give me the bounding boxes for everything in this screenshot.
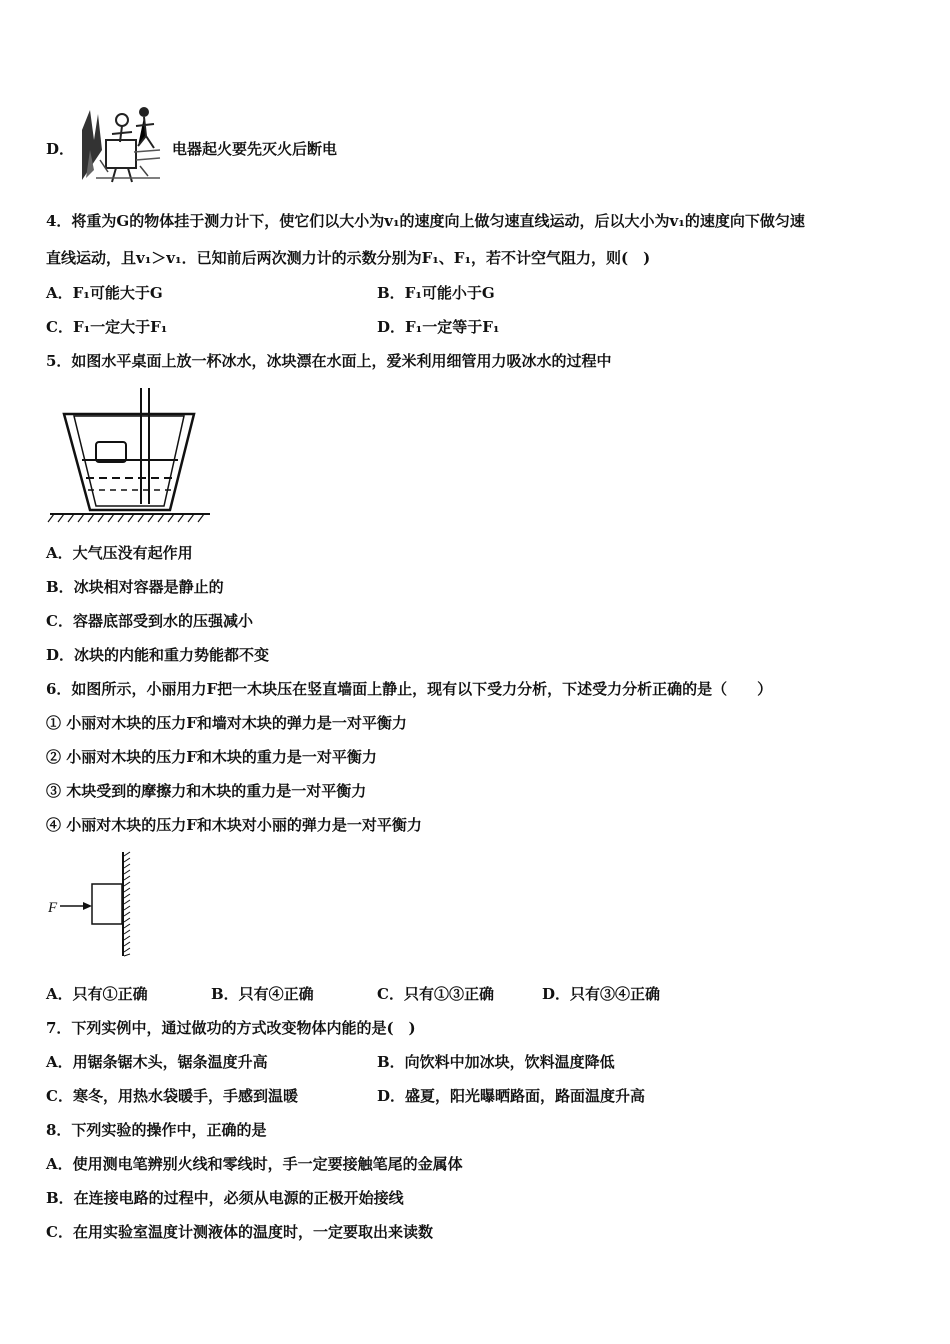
q6-statement-2: ② 小丽对木块的压力F和木块的重力是一对平衡力 <box>46 748 377 766</box>
q6-statement-1: ① 小丽对木块的压力F和墙对木块的弹力是一对平衡力 <box>46 714 407 732</box>
q8-stem: 8．下列实验的操作中，正确的是 <box>46 1121 267 1139</box>
q6-option-a: A．只有①正确 <box>46 985 148 1003</box>
q4-option-a: A．F₁可能大于G <box>46 284 163 302</box>
q5-option-a: A．大气压没有起作用 <box>46 544 193 562</box>
q6-statement-4: ④ 小丽对木块的压力F和木块对小丽的弹力是一对平衡力 <box>46 816 422 834</box>
q6-option-c: C．只有①③正确 <box>377 985 494 1003</box>
q8-option-c: C．在用实验室温度计测液体的温度时，一定要取出来读数 <box>46 1223 433 1241</box>
q8-option-b: B．在连接电路的过程中，必须从电源的正极开始接线 <box>46 1189 404 1207</box>
q4-stem-line1: 4．将重为G的物体挂于测力计下，使它们以大小为v₁的速度向上做匀速直线运动，后以大小为v₁的速度向下做匀速 <box>46 212 805 230</box>
q3-option-d-text: 电器起火要先灭火后断电 <box>172 140 338 158</box>
q7-option-b: B．向饮料中加冰块，饮料温度降低 <box>377 1053 615 1071</box>
q5-stem: 5．如图水平桌面上放一杯冰水，冰块漂在水面上，爱米利用细管用力吸冰水的过程中 <box>46 352 612 370</box>
q3-option-d-letter: D． <box>46 140 75 158</box>
q6-stem: 6．如图所示，小丽用力F把一木块压在竖直墙面上静止，现有以下受力分析，下述受力分析正确的是（ ） <box>46 680 773 698</box>
force-label: F <box>48 900 58 916</box>
fire-illustration <box>76 100 162 188</box>
q7-option-d: D．盛夏，阳光曝晒路面，路面温度升高 <box>377 1087 646 1105</box>
q4-option-b: B．F₁可能小于G <box>377 284 495 302</box>
wall-block-diagram <box>46 850 156 964</box>
q8-option-a: A．使用测电笔辨别火线和零线时，手一定要接触笔尾的金属体 <box>46 1155 463 1173</box>
ice-water-cup-diagram <box>46 386 216 530</box>
q6-option-b: B．只有④正确 <box>211 985 314 1003</box>
q4-option-c: C．F₁一定大于F₁ <box>46 318 168 336</box>
q5-option-c: C．容器底部受到水的压强减小 <box>46 612 253 630</box>
q7-stem: 7．下列实例中，通过做功的方式改变物体内能的是( ) <box>46 1019 416 1037</box>
q7-option-a: A．用锯条锯木头，锯条温度升高 <box>46 1053 268 1071</box>
q6-statement-3: ③ 木块受到的摩擦力和木块的重力是一对平衡力 <box>46 782 367 800</box>
q4-option-d: D．F₁一定等于F₁ <box>377 318 500 336</box>
q6-option-d: D．只有③④正确 <box>542 985 661 1003</box>
q4-stem-line2: 直线运动，且v₁＞v₁．已知前后两次测力计的示数分别为F₁、F₁，若不计空气阻力，则( ) <box>46 249 651 267</box>
q5-option-d: D．冰块的内能和重力势能都不变 <box>46 646 270 664</box>
q7-option-c: C．寒冬，用热水袋暖手，手感到温暖 <box>46 1087 298 1105</box>
q5-option-b: B．冰块相对容器是静止的 <box>46 578 224 596</box>
